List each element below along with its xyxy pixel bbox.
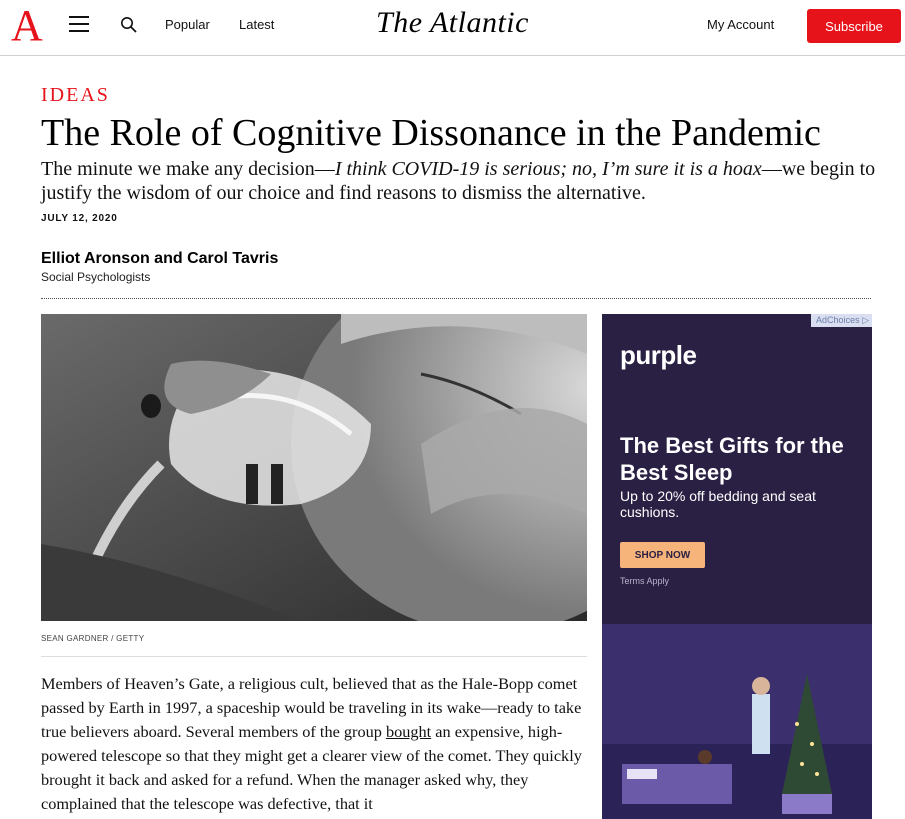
article-photo xyxy=(41,314,587,621)
nav-latest[interactable]: Latest xyxy=(239,17,275,32)
ad-shop-now-button[interactable]: SHOP NOW xyxy=(620,542,705,568)
advertisement[interactable] xyxy=(602,314,872,819)
divider xyxy=(41,298,871,299)
article-dek xyxy=(41,157,881,205)
publish-date: JULY 12, 2020 xyxy=(41,213,118,224)
photo-caption: SEAN GARDNER / GETTY xyxy=(41,634,145,643)
subscribe-button[interactable]: Subscribe xyxy=(807,9,901,43)
dek-text-end: —we begin to justify the wisdom of our choice and find reasons to dismiss the alternative. xyxy=(41,158,876,204)
masthead[interactable]: The Atlantic xyxy=(376,6,529,39)
article-headline: The Role of Cognitive Dissonance in the Pandemic xyxy=(41,112,821,154)
author-name[interactable]: Elliot Aronson and Carol Tavris xyxy=(41,250,279,267)
site-header xyxy=(0,0,905,56)
ad-brand-logo: purple xyxy=(620,340,697,370)
section-label[interactable]: IDEAS xyxy=(41,84,110,106)
ad-scene-image xyxy=(602,624,872,819)
my-account-link[interactable]: My Account xyxy=(707,17,775,32)
article-body xyxy=(41,672,587,816)
atlantic-logo[interactable]: A xyxy=(11,1,43,50)
dek-text: The minute we make any decision— xyxy=(41,158,335,180)
body-link-bought[interactable]: bought xyxy=(385,722,432,741)
body-text-cont: an expensive, high-powered telescope so that they might get a clearer view of the comet. They quickly brought it back and asked for a refund. When the manager asked why, they complained that the telescope was defective, that it xyxy=(41,722,582,813)
ad-subtext: Up to 20% off bedding and seat cushions. xyxy=(620,488,816,520)
nav-popular[interactable]: Popular xyxy=(165,17,210,32)
author-role: Social Psychologists xyxy=(41,270,151,284)
adchoices-badge[interactable]: AdChoices ▷ xyxy=(811,314,872,327)
adchoices-label: AdChoices xyxy=(816,315,860,325)
ad-headline: The Best Gifts for the Best Sleep xyxy=(620,433,844,485)
ad-terms: Terms Apply xyxy=(620,576,670,586)
body-text: Members of Heaven’s Gate, a religious cult, believed that as the Hale-Bopp comet passed by Earth in 1997, a spaceship would be traveling in its wake—ready to take true believers aboard. Several members of the group xyxy=(41,674,582,741)
dek-italic: I think COVID-19 is serious; no, I’m sure it is a hoax xyxy=(334,158,762,180)
caption-divider xyxy=(41,656,587,657)
